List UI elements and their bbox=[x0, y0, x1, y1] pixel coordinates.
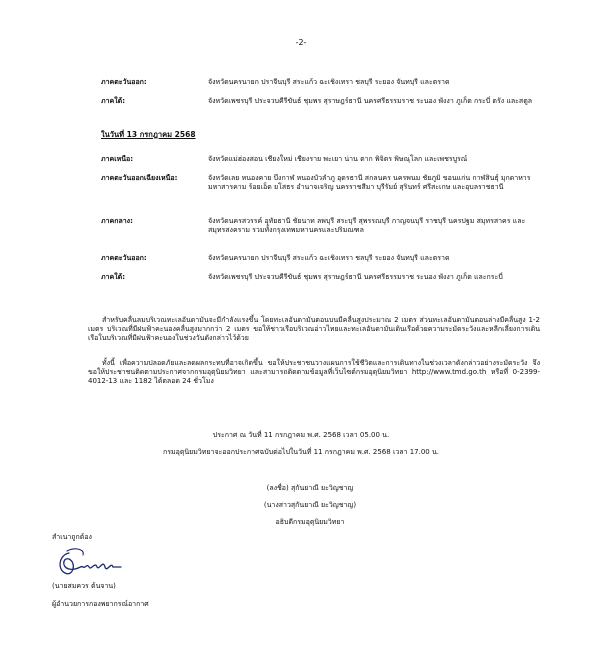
region-label: ภาคตะวันออกเฉียงเหนือ: bbox=[101, 174, 178, 182]
region-provinces: จังหวัดนครนายก ปราจีนบุรี สระแก้ว ฉะเชิงเทรา ชลบุรี ระยอง จันทบุรี และตราด bbox=[208, 78, 450, 86]
page-number: -2- bbox=[295, 38, 307, 47]
certifier-name: (นายสมควร ต้นจาน) bbox=[52, 582, 116, 590]
signatory-title: อธิบดีกรมอุตุนิยมวิทยา bbox=[275, 518, 345, 526]
date-heading: ในวันที่ 13 กรกฎาคม 2568 bbox=[101, 130, 196, 139]
paragraph-text: สำหรับคลื่นลมบริเวณทะเลอันดามันจะมีกำลังแรงขึ้น โดยทะเลอันดามันตอนบนมีคลื่นสูงประมาณ 2 เมตร ส่วนทะเลอันดามันตอนล่างมีคลื่นสูง 1-2 เมตร บริเวณที่มีฝนฟ้าคะนองคลื่นสูงมากกว่า 2 เมตร ขอให้ชาวเรือบริเวณอ่าวไทยและทะเลอันดามันเดินเรือด้วยความระมัดระวังและหลีกเลี่ยงการเดินเรือในบริเวณที่มีฝนฟ้าคะนองในช่วงวันดังกล่าวไว้ด้วย bbox=[88, 316, 540, 343]
next-announce: กรมอุตุนิยมวิทยาจะออกประกาศฉบับต่อไปในวันที่ 11 กรกฎาคม พ.ศ. 2568 เวลา 17.00 น. bbox=[163, 448, 439, 456]
handwritten-signature bbox=[55, 545, 125, 585]
region-provinces: จังหวัดเพชรบุรี ประจวบคีรีขันธ์ ชุมพร สุราษฎร์ธานี นครศรีธรรมราช ระนอง พังงา ภูเก็ต และกระบี่ bbox=[208, 273, 503, 281]
announce-time: ประกาศ ณ วันที่ 11 กรกฎาคม พ.ศ. 2568 เวลา 05.00 น. bbox=[212, 431, 390, 439]
signatory-signed: (ลงชื่อ) สุกันยาณี ยะวิญชาญ bbox=[266, 484, 354, 492]
region-label: ภาคตะวันออก: bbox=[101, 254, 147, 262]
paragraph-text: ทั้งนี้ เพื่อความปลอดภัยและลดผลกระทบที่อาจเกิดขึ้น ขอให้ประชาชนวางแผนการใช้ชีวิตและการเดินทางในช่วงเวลาดังกล่าวอย่างระมัดระวัง จึงขอให้ประชาชนติดตามประกาศจากกรมอุตุนิยมวิทยา และสามารถติดตามข้อมูลที่เว็บไซต์กรมอุตุนิยมวิทยา http://www.tmd.go.th หรือที่ 0-2399-4012-13 และ 1182 ได้ตลอด 24 ชั่วโมง bbox=[88, 359, 540, 386]
region-provinces: จังหวัดนครสวรรค์ อุทัยธานี ชัยนาท ลพบุรี สระบุรี สุพรรณบุรี กาญจนบุรี ราชบุรี นครปฐม สมุทรสาคร และสมุทรสงคราม รวมทั้งกรุงเทพมหานครและปริมณฑล bbox=[208, 217, 526, 235]
region-label: ภาคตะวันออก: bbox=[101, 78, 147, 86]
region-label: ภาคใต้: bbox=[101, 97, 125, 105]
region-provinces: จังหวัดเลย หนองคาย บึงกาฬ หนองบัวลำภู อุดรธานี สกลนคร นครพนม ชัยภูมิ ขอนแก่น กาฬสินธุ์ มุกดาหาร มหาสารคาม ร้อยเอ็ด ยโสธร อำนาจเจริญ นครราชสีมา บุรีรัมย์ สุรินทร์ ศรีสะเกษ และอุบลราชธานี bbox=[208, 174, 531, 192]
paragraph-safety bbox=[88, 359, 540, 386]
certifier-title: ผู้อำนวยการกองพยากรณ์อากาศ bbox=[52, 600, 149, 608]
certified-copy: สำเนาถูกต้อง bbox=[52, 533, 92, 541]
paragraph-sea-conditions bbox=[88, 316, 540, 343]
region-provinces: จังหวัดเพชรบุรี ประจวบคีรีขันธ์ ชุมพร สุราษฎร์ธานี นครศรีธรรมราช ระนอง พังงา ภูเก็ต กระบี่ ตรัง และสตูล bbox=[208, 97, 533, 105]
region-provinces: จังหวัดนครนายก ปราจีนบุรี สระแก้ว ฉะเชิงเทรา ชลบุรี ระยอง จันทบุรี และตราด bbox=[208, 254, 450, 262]
region-provinces: จังหวัดแม่ฮ่องสอน เชียงใหม่ เชียงราย พะเยา น่าน ตาก พิจิตร พิษณุโลก และเพชรบูรณ์ bbox=[208, 155, 468, 163]
region-label: ภาคใต้: bbox=[101, 273, 125, 281]
region-label: ภาคเหนือ: bbox=[101, 155, 134, 163]
signatory-name: (นางสาวสุกันยาณี ยะวิญชาญ) bbox=[263, 501, 357, 509]
region-label: ภาคกลาง: bbox=[101, 217, 133, 225]
